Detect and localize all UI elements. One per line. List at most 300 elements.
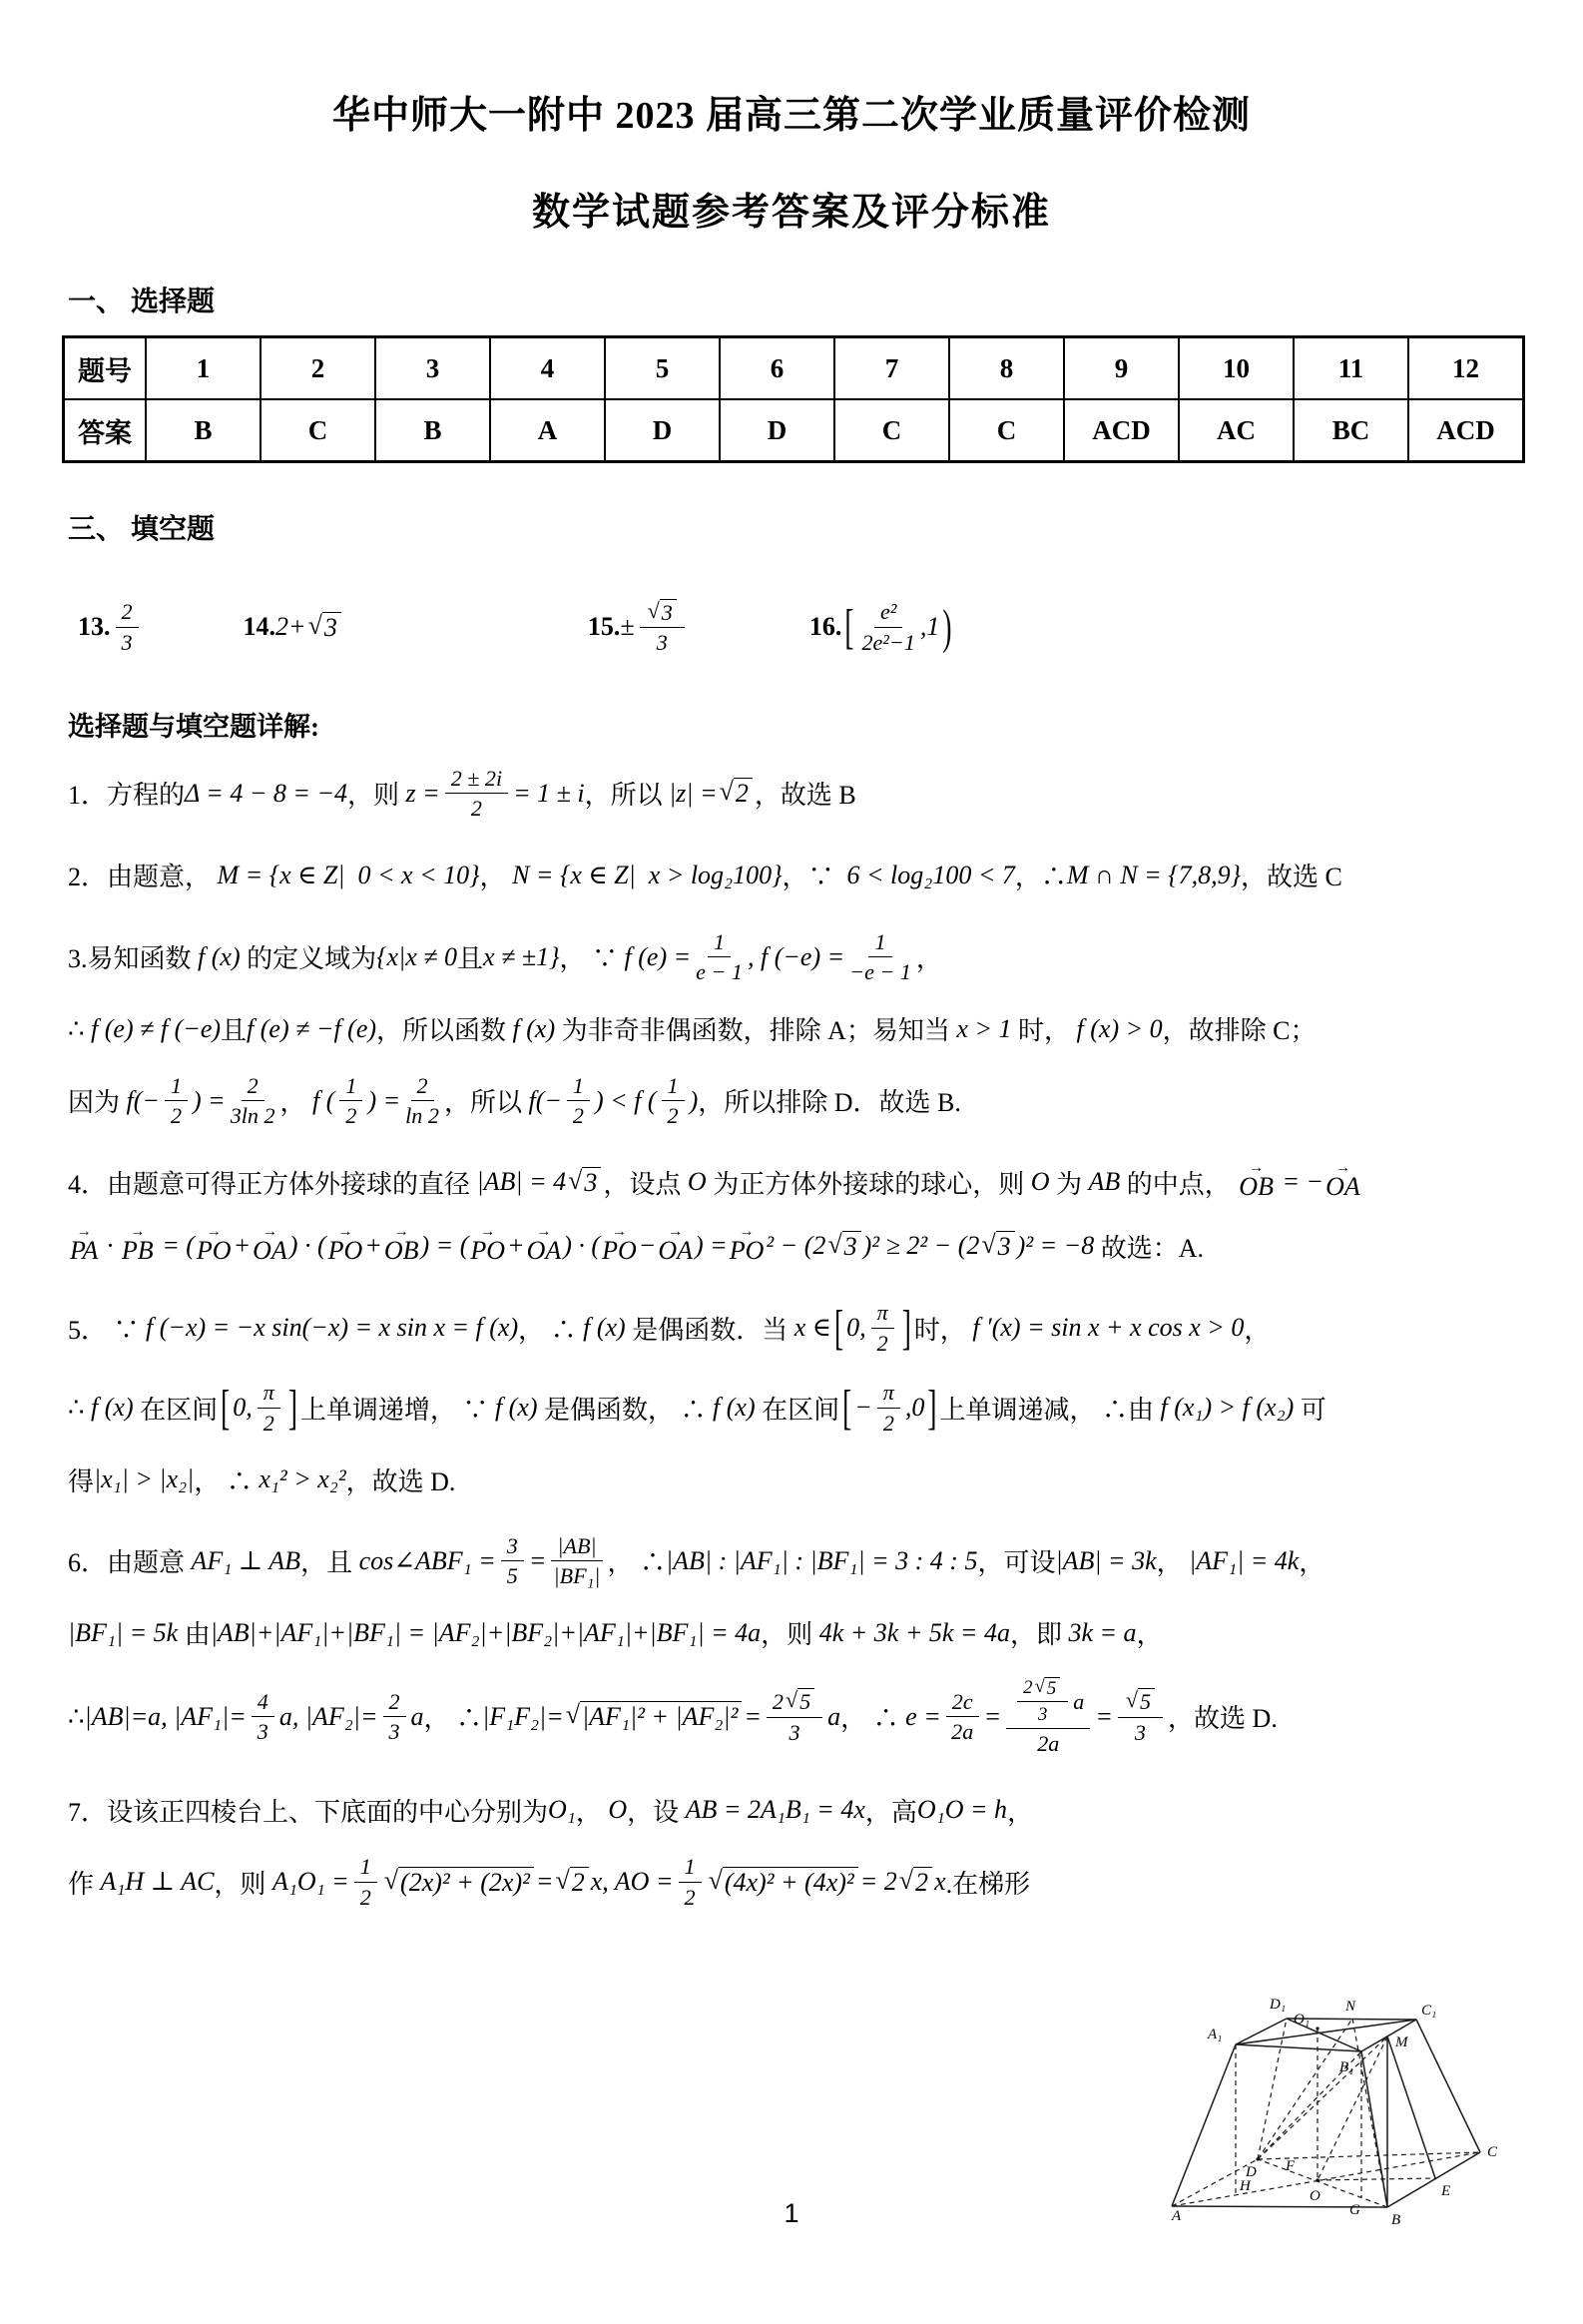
text-run: ，故排除 C； [1162, 1016, 1317, 1046]
math-run: 2 [170, 1103, 182, 1129]
math-run: 3 [388, 1719, 400, 1745]
math-run: π [876, 1300, 888, 1326]
fraction-denominator [554, 1561, 601, 1588]
fraction [767, 1688, 822, 1745]
choice-section-heading: 一、 选择题 [68, 287, 216, 317]
math-run: x₁² > x₂² [259, 1464, 346, 1494]
math-run: x ≠ ±1} [483, 941, 560, 971]
text-run: ， [1244, 1315, 1271, 1345]
math-run: x [934, 1867, 946, 1897]
math-run: O [608, 1795, 628, 1825]
text-run: 1．方程的 [68, 781, 186, 811]
vector [121, 1224, 154, 1266]
math-run: f (x) > 0 [1076, 1013, 1163, 1043]
fraction-denominator [360, 1883, 371, 1910]
answer-cell: ACD [1408, 399, 1524, 462]
math-run: 1 [170, 1072, 182, 1098]
figure-label-O: O [1310, 2188, 1320, 2204]
vector [602, 1224, 637, 1266]
radicand [398, 1867, 534, 1898]
math-run: = [983, 1701, 1002, 1731]
math-run: 2 [470, 796, 482, 822]
text-run: 时， [913, 1315, 973, 1345]
math-run: ,1 [919, 612, 940, 641]
fraction [339, 1073, 362, 1129]
answer-cell: B [146, 399, 261, 462]
math-run: 4 [257, 1688, 268, 1714]
math-run: x ∈ [793, 1313, 832, 1343]
page-number: 1 [784, 2198, 799, 2228]
math-run: · [100, 1231, 120, 1261]
math-run: 2 [121, 599, 133, 625]
square-root [555, 1867, 588, 1898]
fraction-numerator [679, 1854, 702, 1882]
math-run: |AB| = 4 [476, 1167, 567, 1197]
fraction-denominator [849, 957, 911, 984]
fraction [1118, 1688, 1163, 1745]
vector-base: OA [658, 1236, 693, 1266]
math-run: = [1095, 1701, 1113, 1731]
math-run: π [882, 1380, 894, 1406]
radicand [723, 1867, 858, 1898]
fraction-numerator [354, 1854, 377, 1882]
square-root [899, 1867, 932, 1898]
radicand [580, 1701, 742, 1732]
big-bracket: ] [927, 1380, 937, 1435]
fraction [252, 1689, 274, 1745]
vector-base: OA [526, 1236, 562, 1266]
fraction [679, 1854, 702, 1910]
math-run: 3 [1134, 1719, 1146, 1745]
vector-base: OA [253, 1236, 287, 1266]
text-run: ∴ [68, 1701, 85, 1731]
text-run: ，则 [214, 1869, 272, 1899]
math-run: 3 [661, 599, 673, 625]
square-root [827, 1231, 860, 1262]
fill-answer-number: 13. [78, 612, 111, 641]
radical-sign: √ [383, 1865, 399, 1895]
math-run: 2 [735, 779, 749, 809]
vector-base: OB [1239, 1172, 1274, 1202]
vector-arrow: → [1334, 1160, 1350, 1177]
fraction [1017, 1677, 1068, 1726]
math-run: {x|x ≠ 0 [376, 941, 458, 971]
fraction-denominator [471, 794, 482, 821]
vector-base: PA [70, 1236, 99, 1266]
vector-arrow: → [668, 1224, 684, 1241]
math-run: = [535, 1867, 554, 1897]
fraction-numerator [242, 1073, 264, 1101]
solution-line [68, 856, 1553, 895]
math-run: 3 [584, 1167, 598, 1197]
math-run: (2x)² + (2x)² [400, 1867, 530, 1897]
radicand [322, 612, 341, 643]
math-run: − [854, 1393, 872, 1423]
fraction-denominator [685, 1883, 696, 1910]
fraction-denominator [951, 1717, 973, 1744]
question-number-cell: 8 [949, 337, 1064, 400]
fraction [946, 1689, 979, 1745]
fraction [165, 1073, 188, 1129]
figure-label-B: B [1391, 2212, 1401, 2228]
fill-answer-item [588, 599, 690, 656]
vector [253, 1224, 287, 1266]
big-bracket: ] [287, 1380, 297, 1435]
square-root [648, 599, 677, 625]
text-run: ， [479, 863, 513, 892]
math-run: 1 [345, 1072, 357, 1098]
square-root [384, 1867, 534, 1898]
math-run: 2 [667, 1103, 679, 1129]
vector [383, 1224, 419, 1266]
math-run: |z| = [669, 778, 718, 808]
radical-sign: √ [827, 1229, 842, 1259]
text-run: 5． ∵ [68, 1315, 147, 1345]
figure-label-C: C [1487, 2144, 1498, 2160]
table-corner-label: 题号 [64, 337, 147, 400]
math-run: 3 [506, 1533, 518, 1559]
math-run: π [263, 1380, 274, 1406]
vector-arrow: → [739, 1224, 755, 1241]
vector [658, 1224, 693, 1266]
figure-label-D: D [1246, 2164, 1257, 2180]
vector-base: PO [729, 1236, 765, 1266]
vector-arrow: → [76, 1224, 92, 1241]
math-run: ) = [367, 1085, 401, 1115]
radical-sign: √ [565, 1700, 581, 1730]
figure-label-N: N [1345, 1999, 1356, 2015]
math-run: AB [1088, 1167, 1121, 1197]
radical-sign: √ [898, 1865, 914, 1895]
text-run: ，故选 D. [1168, 1704, 1278, 1734]
vector-base: PO [196, 1236, 232, 1266]
text-run: ，所以 [584, 781, 670, 811]
text-run: ，则 [347, 781, 406, 811]
fill-answers [78, 569, 1583, 685]
text-run: ，且 [300, 1548, 359, 1578]
text-run: 且 [457, 944, 484, 974]
fraction-numerator [551, 1533, 602, 1561]
solution-line [68, 1613, 1553, 1653]
square-root [709, 1867, 858, 1898]
question-number-cell: 4 [490, 337, 605, 400]
math-run: = 2 [859, 1867, 897, 1897]
answer-cell: BC [1294, 399, 1408, 462]
math-run: |AB| = 3k [1055, 1545, 1157, 1575]
math-run: + [364, 1231, 382, 1261]
figure-label-A₁: A₁ [1208, 2027, 1223, 2042]
math-run: AB = 2A₁B₁ = 4x [685, 1795, 865, 1825]
text-run: 为 [1049, 1169, 1089, 1199]
math-run: 3 [121, 629, 133, 655]
fraction-denominator [657, 628, 668, 655]
radicand [734, 778, 753, 809]
math-run: = [528, 1545, 547, 1575]
radicand [842, 1231, 861, 1262]
math-run: 2 [684, 1884, 696, 1910]
answer-cell: C [834, 399, 949, 462]
text-run: 且 [221, 1016, 248, 1046]
text-run: ， [1136, 1620, 1163, 1650]
math-run: a [1073, 1688, 1085, 1714]
big-bracket: ) [942, 599, 952, 654]
math-run: f (e) ≠ −f (e) [247, 1013, 377, 1043]
vector-arrow: → [337, 1224, 353, 1241]
fraction-denominator [696, 957, 743, 984]
fraction-numerator [640, 599, 685, 628]
fraction [258, 1380, 280, 1436]
square-root [1126, 1688, 1155, 1714]
fraction-numerator [662, 1073, 685, 1101]
question-number-cell: 7 [834, 337, 949, 400]
math-run: f [528, 1085, 536, 1115]
math-run: 6 < log₂100 < 7 [846, 860, 1015, 889]
math-run: 2a [1037, 1731, 1060, 1757]
fraction-denominator [405, 1101, 439, 1128]
text-run: ， ∴ [194, 1466, 260, 1496]
math-run: 2 [572, 1103, 584, 1129]
math-run: 3 [789, 1719, 800, 1745]
math-run: 3 [323, 612, 337, 642]
vector-arrow: → [393, 1224, 409, 1241]
figure-label-H: H [1240, 2178, 1251, 2194]
math-run: 2 [571, 1867, 585, 1897]
math-run: x, AO = [590, 1867, 674, 1897]
fraction-denominator [171, 1101, 182, 1128]
vector-base: PB [121, 1236, 154, 1266]
figure-label-O₁: O₁ [1294, 2012, 1311, 2028]
fraction [501, 1533, 524, 1589]
fraction-numerator [877, 1380, 900, 1408]
text-run: 可 [1294, 1395, 1326, 1425]
fraction [877, 1380, 900, 1436]
math-run: z = [405, 778, 440, 808]
math-run: O [1030, 1167, 1050, 1197]
math-run: x > 1 [956, 1013, 1012, 1043]
question-number-cell: 1 [146, 337, 261, 400]
radicand [660, 599, 677, 625]
fraction-numerator [1017, 1677, 1068, 1703]
text-run: ∴ [68, 1013, 92, 1043]
vector [526, 1224, 562, 1266]
square-root [308, 612, 341, 643]
fraction [849, 929, 911, 985]
math-run: a [410, 1701, 424, 1731]
solution-line [68, 929, 1553, 985]
math-run: a, |AF₂|= [278, 1701, 378, 1731]
math-run: 1 [572, 1072, 584, 1098]
math-run: 3 [843, 1231, 857, 1261]
math-run: f [126, 1085, 134, 1115]
math-run: = [744, 1701, 762, 1731]
math-run: O₁O = h [916, 1795, 1008, 1825]
solution-line [68, 1533, 1553, 1589]
vector-arrow: → [480, 1224, 496, 1241]
fill-answer-number: 16. [808, 612, 842, 641]
text-run: ，所以排除 D．故选 B. [698, 1088, 961, 1118]
text-run: 作 [68, 1869, 101, 1899]
math-run: f (x) [494, 1393, 538, 1423]
figure-label-G: G [1349, 2202, 1360, 2218]
math-run: = ( [155, 1231, 195, 1261]
fraction-numerator [871, 1300, 894, 1328]
answer-cell: C [949, 399, 1064, 462]
question-number-cell: 2 [261, 337, 375, 400]
solution-line [68, 1677, 1553, 1757]
math-run: |AF₁| = 4k [1189, 1545, 1300, 1575]
math-run: |AB| : |AF₁| : |BF₁| = 3 : 4 : 5 [666, 1545, 978, 1575]
text-run: ， ∵ [559, 944, 625, 974]
math-run: ) = [193, 1085, 226, 1115]
fill-answer-number: 14. [243, 612, 276, 641]
math-run: f (x₁) > f (x₂) [1160, 1393, 1295, 1423]
vector-base: OA [1325, 1172, 1360, 1202]
text-run: ，故选 D. [345, 1466, 456, 1496]
fill-section-heading: 三、 填空题 [68, 514, 216, 545]
math-run: 2 [247, 1072, 259, 1098]
square-root [981, 1231, 1014, 1262]
question-number-cell: 6 [720, 337, 834, 400]
radical-sign: √ [1125, 1687, 1138, 1713]
radical-sign: √ [719, 777, 734, 807]
math-run: 4k + 3k + 5k = 4a [818, 1617, 1010, 1647]
text-run: ， [575, 1797, 609, 1827]
math-run: |x₁| > |x₂| [94, 1464, 195, 1494]
text-run: 6．由题意 [68, 1548, 192, 1578]
math-run: |AB| [557, 1533, 597, 1559]
math-run: f (x) [512, 1013, 556, 1043]
math-run: A₁O₁ = [271, 1867, 349, 1897]
math-run: 2 [882, 1410, 894, 1436]
text-run: 在区间 [755, 1395, 840, 1425]
math-run: 2+ [275, 612, 306, 641]
text-run: ， ∴ [518, 1315, 584, 1345]
radical-sign: √ [647, 597, 660, 623]
text-run: 由 [178, 1620, 211, 1650]
fraction-numerator [1118, 1688, 1163, 1717]
math-run: − [638, 1231, 657, 1261]
question-number-cell: 9 [1064, 337, 1179, 400]
math-run: A₁H ⊥ AC [100, 1867, 215, 1897]
vector [327, 1224, 363, 1266]
radicand [913, 1867, 932, 1898]
fraction [640, 599, 685, 656]
math-run: ) < f ( [594, 1085, 657, 1115]
fraction-numerator [258, 1380, 280, 1408]
question-number-cell: 12 [1408, 337, 1524, 400]
text-run: 得 [68, 1466, 95, 1496]
square-root [1035, 1677, 1061, 1700]
math-run: e² [879, 599, 897, 625]
answer-cell: ACD [1064, 399, 1179, 462]
fraction-denominator [1038, 1702, 1047, 1726]
text-run: ， ∴ [607, 1548, 667, 1578]
math-run: 2 [388, 1688, 400, 1714]
text-run: 的中点， [1120, 1169, 1238, 1199]
math-run: (4x)² + (4x)² [724, 1867, 854, 1897]
text-run: 是偶函数， ∴ [537, 1395, 714, 1425]
vector [196, 1224, 232, 1266]
text-run: ， ∴ [840, 1704, 906, 1734]
text-run: 在区间 [133, 1395, 219, 1425]
radicand [582, 1167, 601, 1198]
math-run: 2a [951, 1719, 974, 1745]
answer-cell: AC [1179, 399, 1294, 462]
fraction-denominator [861, 628, 914, 655]
fraction-denominator [258, 1717, 268, 1744]
fraction-numerator [868, 929, 891, 957]
page-title: 华中师大一附中 2023 届高三第二次学业质量评价检测 [331, 95, 1251, 137]
figure-svg [1170, 1967, 1579, 2320]
big-bracket: [ [834, 1300, 844, 1355]
radical-sign: √ [981, 1229, 996, 1259]
text-run: 为正方体外接球的球心，则 [706, 1169, 1031, 1199]
fraction-denominator [1135, 1718, 1146, 1745]
math-run: N = {x ∈ Z| x > log₂100} [512, 860, 783, 889]
text-run: ， ∴ [423, 1704, 483, 1734]
text-run: ，即 [1009, 1620, 1069, 1650]
fraction [662, 1073, 685, 1129]
math-run: ) = [694, 1231, 728, 1261]
fraction-denominator [122, 628, 133, 655]
question-number-row [64, 337, 1524, 400]
vector-base: PO [470, 1236, 506, 1266]
answer-row-label: 答案 [64, 399, 147, 462]
vector-base: PO [602, 1236, 637, 1266]
fraction-numerator [874, 599, 902, 627]
math-run: M = {x ∈ Z| 0 < x < 10} [217, 860, 480, 889]
question-number-cell: 10 [1179, 337, 1294, 400]
math-run: f ′(x) = sin x + x cos x > 0 [972, 1313, 1245, 1343]
math-run: 2c [951, 1688, 973, 1714]
math-run: 2 [263, 1410, 274, 1436]
math-run: 0, [233, 1393, 253, 1423]
solution-line [68, 1380, 1553, 1436]
text-run: ，可设 [977, 1548, 1056, 1578]
fraction-numerator [767, 1688, 822, 1717]
math-run: 1 [667, 1072, 679, 1098]
fraction-denominator [507, 1561, 518, 1588]
vector [70, 1224, 99, 1266]
fraction-denominator [573, 1101, 584, 1128]
vector [470, 1224, 506, 1266]
fraction-denominator [883, 1409, 894, 1436]
vector [1239, 1160, 1274, 1202]
math-run: 2 [345, 1103, 357, 1129]
fraction [231, 1073, 275, 1129]
math-run: 3 [1038, 1704, 1048, 1726]
fraction-numerator [445, 766, 508, 794]
math-run: f (x) [198, 941, 241, 971]
math-run: , f (−e) = [747, 941, 845, 971]
square-root [568, 1167, 601, 1198]
big-bracket: [ [844, 599, 854, 654]
fraction-denominator [345, 1101, 356, 1128]
text-run: ，则 [761, 1620, 819, 1650]
math-run: 2 [915, 1867, 929, 1897]
figure-label-A: A [1172, 2208, 1182, 2224]
fill-answer-item [78, 599, 144, 655]
fraction [354, 1854, 377, 1910]
radical-sign: √ [1034, 1675, 1045, 1697]
math-run: ) = ( [420, 1231, 469, 1261]
text-run: 因为 [68, 1088, 127, 1118]
math-run: 0, [846, 1313, 866, 1343]
solution-problem-1 [68, 766, 1553, 822]
fraction-denominator [1037, 1729, 1059, 1756]
math-run: f (e) ≠ f (−e) [91, 1013, 222, 1043]
text-run: ，所以 [443, 1088, 529, 1118]
